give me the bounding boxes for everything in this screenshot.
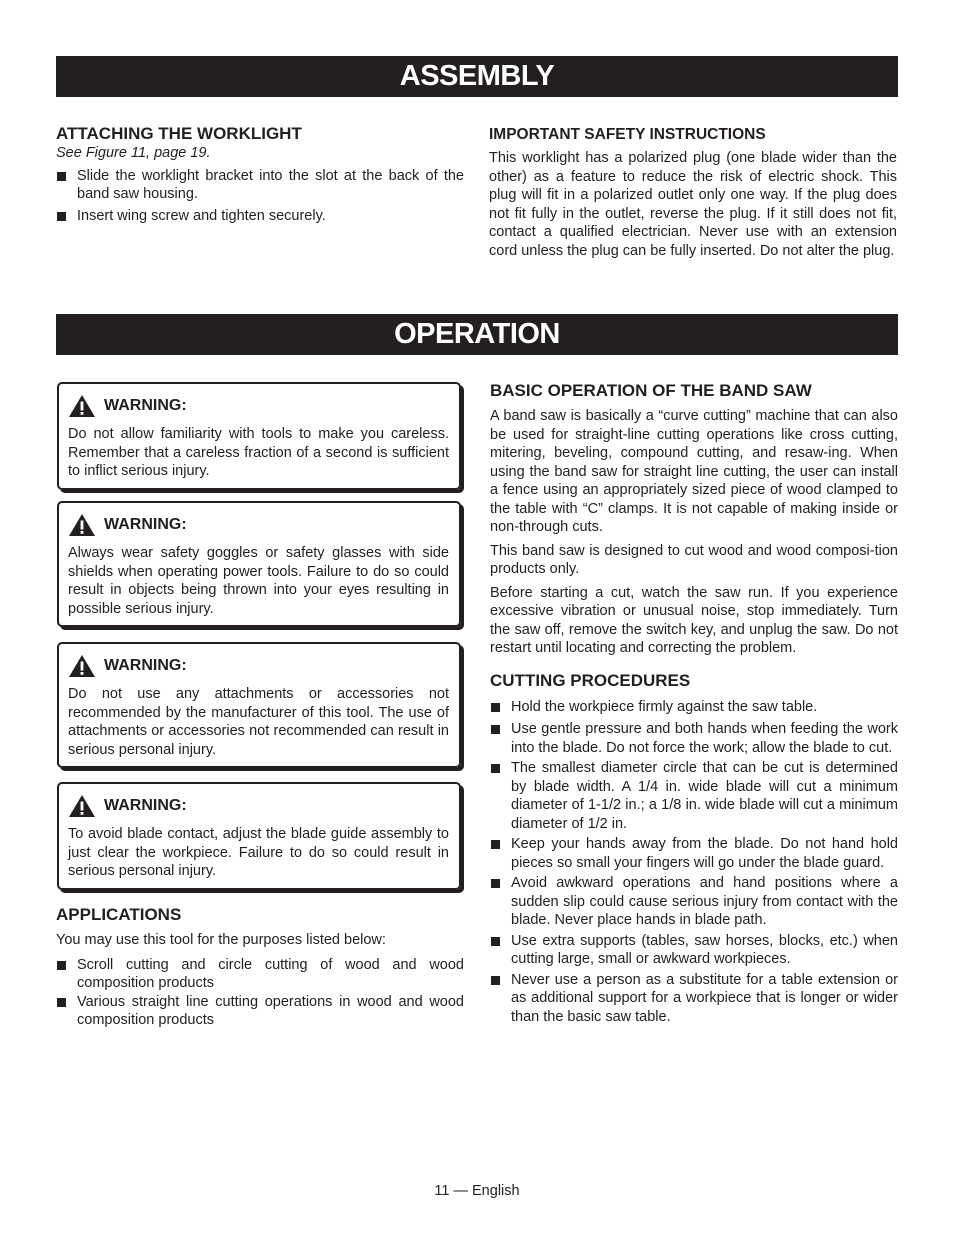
applications-heading: APPLICATIONS xyxy=(56,905,182,924)
warning-text: Always wear safety goggles or safety glasses with side shields when operating power tools. Failure to do so could result in objects being thrown into your eyes resulting in possible serious injury. xyxy=(68,545,449,617)
list-item: Avoid awkward operations and hand positions where a sudden slip could cause serious injury from contact with the blade. Never place hands in blade path. xyxy=(490,874,898,930)
basic-operation-heading: BASIC OPERATION OF THE BAND SAW xyxy=(490,381,812,400)
warning-box xyxy=(57,782,461,890)
basic-operation-section xyxy=(490,381,898,1026)
list-item: Keep your hands away from the blade. Do not hand hold pieces so small your fingers will go under the blade guard. xyxy=(490,835,898,872)
safety-instructions-section xyxy=(489,125,897,260)
basic-operation-paragraph: A band saw is basically a “curve cutting” machine that can also be used for straight-line cutting operations like cross cutting, mitering, beveling, compound cutting, and resaw-ing. When using the band saw for straight line cutting, the user can install a fence using an appropriately sized piece of wood clamped to the table with “C” clamps. It is not capable of making inside or non-through cuts. xyxy=(490,408,898,535)
list-item: Use extra supports (tables, saw horses, blocks, etc.) when cutting large, small or awkward workpieces. xyxy=(490,932,898,969)
warning-title: WARNING: xyxy=(104,796,187,814)
warning-triangle-icon xyxy=(68,654,96,678)
warning-text: Do not allow familiarity with tools to make you careless. Remember that a careless fraction of a second is sufficient to inflict serious injury. xyxy=(68,426,449,479)
page-footer: 11 — English xyxy=(434,1183,520,1199)
list-item: Various straight line cutting operations in wood and wood composition products xyxy=(56,993,464,1030)
warning-triangle-icon xyxy=(68,394,96,418)
safety-instructions-text: This worklight has a polarized plug (one blade wider than the other) as a feature to reduce the risk of electric shock. This plug will fit in a polarized outlet only one way. If the plug does not fit fully in the outlet, reverse the plug. If it still does not fit, contact a qualified electrician. Never use with an extension cord unless the plug can be fully inserted. Do not alter the plug. xyxy=(489,150,897,259)
warning-title: WARNING: xyxy=(104,656,187,674)
warning-box xyxy=(57,642,461,768)
warning-title: WARNING: xyxy=(104,515,187,533)
attaching-worklight-section xyxy=(56,124,464,225)
figure-reference: See Figure 11, page 19. xyxy=(56,145,211,161)
warning-text: To avoid blade contact, adjust the blade guide assembly to just clear the workpiece. Failure to do so could result in serious personal injury. xyxy=(68,826,449,879)
operation-banner: OPERATION xyxy=(56,314,898,355)
warning-box xyxy=(57,501,461,627)
warning-triangle-icon xyxy=(68,794,96,818)
list-item: Slide the worklight bracket into the slot at the back of the band saw housing. xyxy=(56,167,464,204)
list-item: Use gentle pressure and both hands when feeding the work into the blade. Do not force the work; allow the blade to cut. xyxy=(490,720,898,757)
warning-triangle-icon xyxy=(68,513,96,537)
cutting-procedures-heading: CUTTING PROCEDURES xyxy=(490,670,691,690)
assembly-banner: ASSEMBLY xyxy=(56,56,898,97)
list-item: The smallest diameter circle that can be cut is determined by blade width. A 1/4 in. wide blade will cut a minimum diameter of 1-1/2 in.; a 1/8 in. wide blade will cut a minimum diameter of 1/2 in. xyxy=(490,759,898,833)
applications-intro: You may use this tool for the purposes listed below: xyxy=(56,932,386,948)
safety-instructions-heading: IMPORTANT SAFETY INSTRUCTIONS xyxy=(489,126,766,143)
attaching-worklight-heading: ATTACHING THE WORKLIGHT xyxy=(56,124,302,143)
list-item: Scroll cutting and circle cutting of wood and wood composition products xyxy=(56,956,464,993)
list-item: Never use a person as a substitute for a table extension or as additional support for a workpiece that is longer or wider than the basic saw table. xyxy=(490,971,898,1027)
warning-text: Do not use any attachments or accessories not recommended by the manufacturer of this tool. The use of attachments or accessories not recommended can result in serious personal injury. xyxy=(68,686,449,758)
list-item: Hold the workpiece firmly against the saw table. xyxy=(490,698,898,717)
warning-box xyxy=(57,382,461,490)
applications-section xyxy=(56,905,464,1030)
list-item: Insert wing screw and tighten securely. xyxy=(56,207,464,226)
warning-title: WARNING: xyxy=(104,396,187,414)
basic-operation-paragraph: Before starting a cut, watch the saw run. If you experience excessive vibration or unusual noise, stop immediately. Turn the saw off, remove the switch key, and unplug the saw. Do not restart until locating and correcting the problem. xyxy=(490,584,898,656)
basic-operation-paragraph: This band saw is designed to cut wood and wood composi-tion products only. xyxy=(490,542,898,577)
